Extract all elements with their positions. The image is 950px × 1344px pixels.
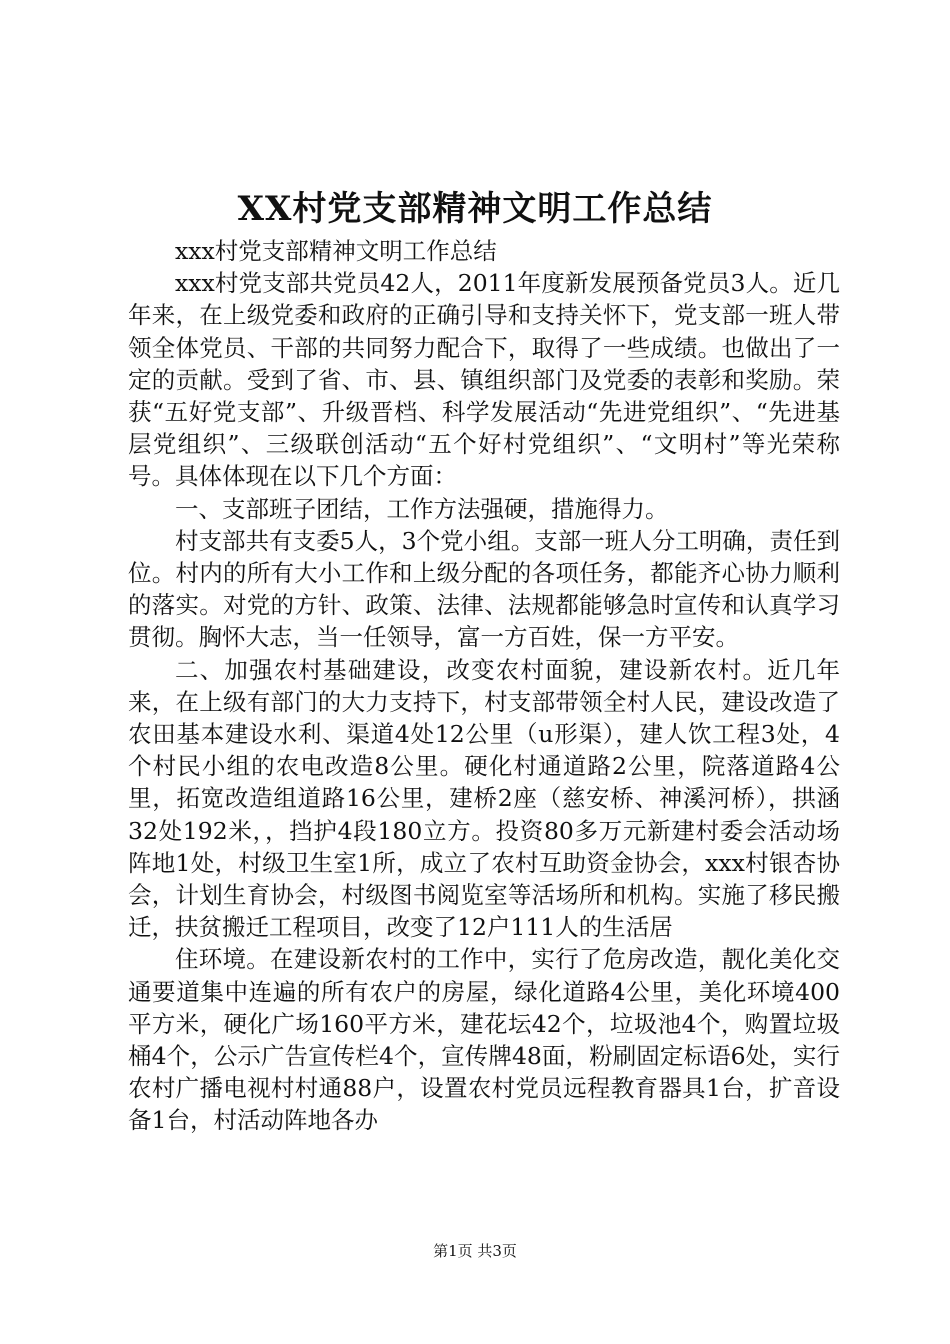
paragraph-heading-one: 一、支部班子团结，工作方法强硬，措施得力。 [175,494,669,523]
document-title: XX村党支部精神文明工作总结 [237,189,713,229]
paragraph-heading-two: 二、加强农村基础建设，改变农村面貌，建设新农村。近几年来，在上级有部门的大力支持下，村支部带领全村人民，建设改造了农田基本建设水利、渠道4处12公里（u形渠），建人饮工程3处，4个村民小组的农电改造8公里。硬化村通道路2公里，院落道路4公里，拓宽改造组道路16公里，建桥2座（慈安桥、神溪河桥），拱涵32处192米，，挡护4段180立方。投资80多万元新建村委会活动场阵地1处，村级卫生室1所，成立了农村互助资金协会，xxx村银杏协会，计划生育协会，村级图书阅览室等活场所和机构。实施了移民搬迁，扶贫搬迁工程项目，改变了12户111人的生活居 [128,655,840,942]
document-body [128,235,840,1137]
paragraph-intro: xxx村党支部共党员42人，2011年度新发展预备党员3人。近几年来，在上级党委和政府的正确引导和支持关怀下，党支部一班人带领全体党员、干部的共同努力配合下，取得了一些成绩。也做出了一定的贡献。受到了省、市、县、镇组织部门及党委的表彰和奖励。荣获“五好党支部”、升级晋档、科学发展活动“先进党组织”、“先进基层党组织”、三级联创活动“五个好村党组织”、“文明村”等光荣称号。具体体现在以下几个方面： [128,269,840,491]
paragraph-subtitle: xxx村党支部精神文明工作总结 [175,237,497,265]
paragraph-living-environment: 住环境。在建设新农村的工作中，实行了危房改造，靓化美化交通要道集中连遍的所有农户的房屋，绿化道路4公里，美化环境400平方米，硬化广场160平方米，建花坛42个，垃圾池4个，购置垃圾桶4个，公示广告宣传栏4个，宣传牌48面，粉刷固定标语6处，实行农村广播电视村村通88户，设置农村党员远程教育器具1台，扩音设备1台，村活动阵地各办 [128,945,840,1135]
paragraph-branch-committee: 村支部共有支委5人，3个党小组。支部一班人分工明确，责任到位。村内的所有大小工作和上级分配的各项任务，都能齐心协力顺利的落实。对党的方针、政策、法律、法规都能够急时宣传和认真学习贯彻。胸怀大志，当一任领导，富一方百姓，保一方平安。 [128,526,840,652]
page-footer: 第1页 共3页 [433,1242,517,1260]
